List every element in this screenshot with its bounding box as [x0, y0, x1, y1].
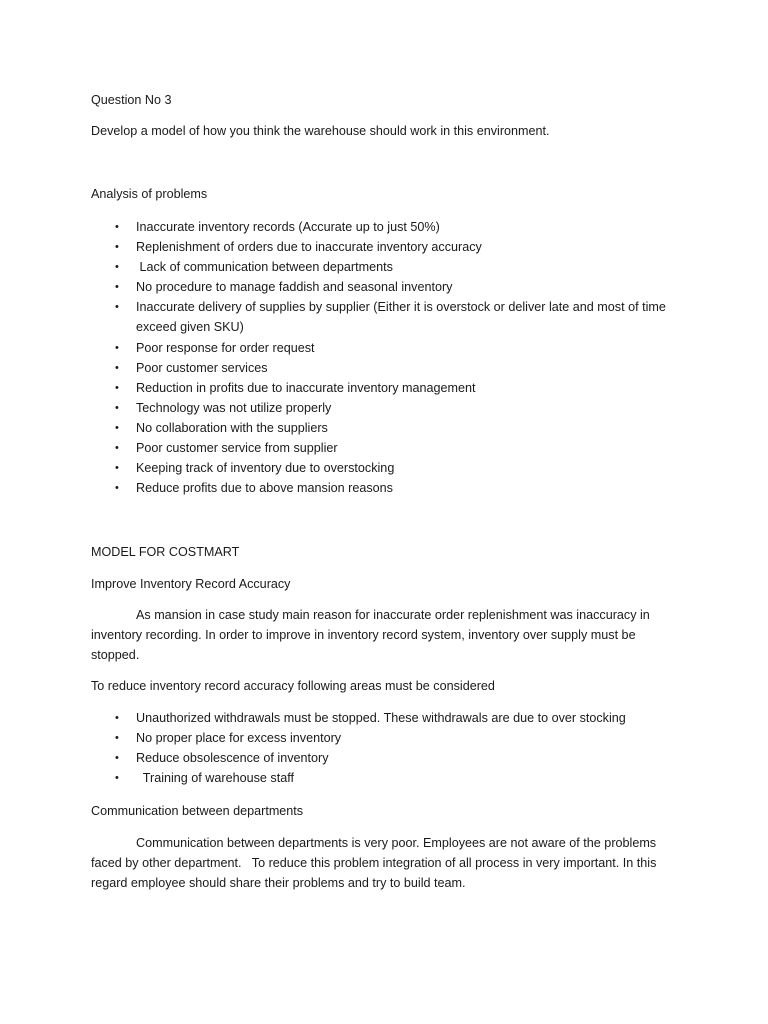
bullet-icon: • — [115, 462, 119, 475]
reduce-intro: To reduce inventory record accuracy following areas must be considered — [91, 679, 495, 693]
bullet-icon: • — [115, 361, 119, 374]
improve-heading: Improve Inventory Record Accuracy — [91, 577, 291, 591]
communication-paragraph: Communication between departments is very poor. Employees are not aware of the problems faced by other department. To reduce this problem integration of all process in very important. In this regard employee should share their problems and try to build team. — [91, 836, 660, 890]
bullet-icon: • — [115, 421, 119, 434]
list-item: • Technology was not utilize properly — [0, 398, 696, 418]
list-item: • Reduction in profits due to inaccurate inventory management — [0, 378, 696, 398]
list-item: • No proper place for excess inventory — [0, 728, 696, 748]
bullet-icon: • — [115, 221, 119, 233]
analysis-heading: Analysis of problems — [91, 187, 208, 201]
list-item: • Reduce profits due to above mansion reasons — [0, 478, 696, 498]
bullet-icon: • — [115, 772, 119, 785]
analysis-list — [0, 217, 696, 498]
list-item: • Inaccurate delivery of supplies by supplier (Either it is overstock or deliver late and most of time exceed given SKU) — [0, 297, 696, 337]
bullet-icon: • — [115, 752, 119, 765]
communication-heading: Communication between departments — [91, 804, 304, 818]
bullet-icon: • — [115, 241, 119, 254]
bullet-icon: • — [115, 261, 119, 274]
list-item: • Training of warehouse staff — [0, 768, 696, 788]
bullet-icon: • — [115, 341, 119, 354]
bullet-icon: • — [115, 442, 119, 455]
list-item: • No collaboration with the suppliers — [0, 418, 696, 438]
list-item: • Unauthorized withdrawals must be stopped. These withdrawals are due to over stocking — [0, 708, 696, 728]
list-item: • No procedure to manage faddish and seasonal inventory — [0, 277, 696, 297]
list-item: • Poor customer services — [0, 358, 696, 378]
bullet-icon: • — [115, 281, 119, 294]
list-item: • Poor response for order request — [0, 338, 696, 358]
list-item: • Inaccurate inventory records (Accurate up to just 50%) — [0, 217, 696, 237]
list-item: • Replenishment of orders due to inaccurate inventory accuracy — [0, 237, 696, 257]
improve-paragraph: As mansion in case study main reason for inaccurate order replenishment was inaccuracy in inventory recording. In order to improve in inventory record system, inventory over supply must be stopped. — [91, 608, 650, 662]
bullet-icon: • — [115, 301, 119, 314]
reduce-list — [0, 708, 696, 788]
list-item: • Lack of communication between departments — [0, 257, 696, 277]
bullet-icon: • — [115, 712, 119, 724]
bullet-icon: • — [115, 401, 119, 414]
list-item: • Keeping track of inventory due to overstocking — [0, 458, 696, 478]
question-text: Develop a model of how you think the warehouse should work in this environment. — [91, 124, 550, 138]
bullet-icon: • — [115, 381, 119, 394]
list-item: • Reduce obsolescence of inventory — [0, 748, 696, 768]
model-heading: MODEL FOR COSTMART — [91, 545, 240, 559]
list-item: • Poor customer service from supplier — [0, 438, 696, 458]
bullet-icon: • — [115, 732, 119, 745]
question-heading: Question No 3 — [91, 93, 172, 107]
bullet-icon: • — [115, 482, 119, 495]
